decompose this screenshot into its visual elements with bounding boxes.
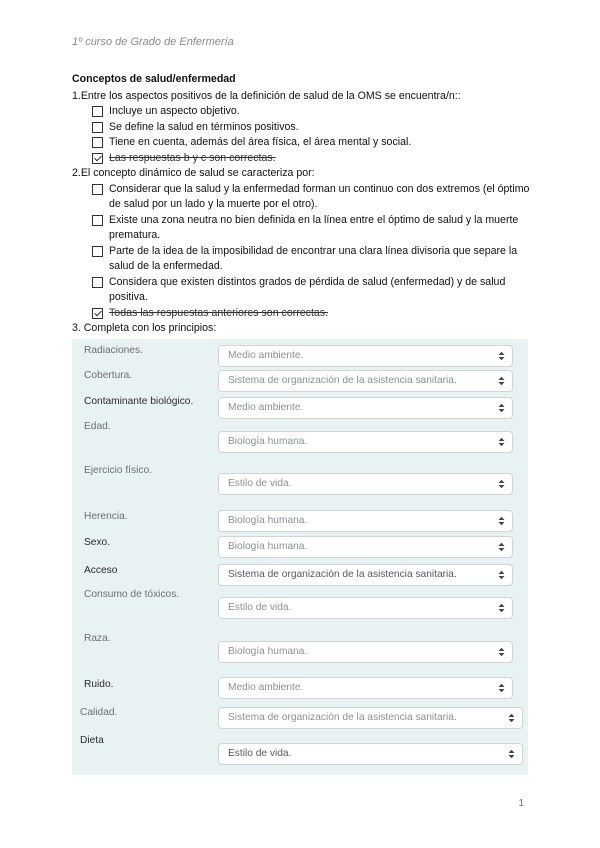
arrow-up-icon [499, 377, 505, 380]
question-2-options [92, 182, 532, 322]
page-number: 1 [518, 798, 524, 809]
checkbox[interactable] [92, 277, 103, 288]
arrow-down-icon [499, 548, 505, 551]
select-value: Biología humana. [228, 541, 308, 552]
checkbox-checked[interactable] [92, 308, 103, 319]
select-value: Biología humana. [228, 646, 308, 657]
arrow-down-icon [509, 719, 515, 722]
select-arrows-icon [498, 351, 505, 361]
select-value: Sistema de organización de la asistencia sanitaria. [228, 375, 457, 386]
arrow-down-icon [499, 522, 505, 525]
select-arrows-icon [498, 479, 505, 489]
match-label: Raza. [84, 633, 111, 644]
match-select[interactable] [218, 597, 513, 619]
option-label: Todas las respuestas anteriores son correctas. [109, 306, 329, 319]
select-arrows-icon [498, 403, 505, 413]
question-2-option-d[interactable] [92, 275, 532, 306]
match-select[interactable] [218, 641, 513, 663]
select-arrows-icon [498, 647, 505, 657]
match-select[interactable] [218, 743, 523, 765]
match-label: Edad. [84, 421, 111, 432]
select-arrows-icon [498, 516, 505, 526]
option-label: Existe una zona neutra no bien definida en la línea entre el óptimo de salud y la muerte prematura. [109, 213, 519, 241]
select-value: Estilo de vida. [228, 478, 292, 489]
select-value: Medio ambiente. [228, 402, 304, 413]
checkbox[interactable] [92, 122, 103, 133]
match-label: Cobertura. [84, 370, 133, 381]
question-1-option-c[interactable] [92, 135, 532, 151]
select-value: Medio ambiente. [228, 682, 304, 693]
option-label: Se define la salud en términos positivos. [109, 120, 299, 133]
arrow-down-icon [499, 689, 505, 692]
question-1-option-d[interactable] [92, 151, 532, 167]
arrow-down-icon [499, 382, 505, 385]
arrow-down-icon [499, 485, 505, 488]
arrow-down-icon [499, 609, 505, 612]
question-1-option-a[interactable] [92, 104, 532, 120]
select-arrows-icon [498, 683, 505, 693]
option-label: Considerar que la salud y la enfermedad forman un continuo con dos extremos (el óptimo de salud por un lado y la muerte por el otro). [109, 182, 530, 210]
arrow-down-icon [499, 357, 505, 360]
arrow-up-icon [499, 352, 505, 355]
select-value: Estilo de vida. [228, 748, 292, 759]
match-label: Ejercicio físico. [84, 465, 152, 476]
arrow-down-icon [499, 443, 505, 446]
match-select[interactable] [218, 431, 513, 453]
arrow-up-icon [499, 404, 505, 407]
checkbox[interactable] [92, 184, 103, 195]
arrow-up-icon [499, 684, 505, 687]
match-select[interactable] [218, 345, 513, 367]
question-1-option-b[interactable] [92, 120, 532, 136]
option-label: Parte de la idea de la imposibilidad de encontrar una clara línea divisoria que separe la salud de la enfermedad. [109, 244, 518, 272]
arrow-down-icon [499, 409, 505, 412]
question-2-option-e[interactable] [92, 306, 532, 322]
arrow-up-icon [499, 648, 505, 651]
select-value: Sistema de organización de la asistencia sanitaria. [228, 569, 457, 580]
select-value: Medio ambiente. [228, 350, 304, 361]
select-arrows-icon [498, 542, 505, 552]
select-arrows-icon [498, 603, 505, 613]
question-1-options [92, 104, 532, 166]
question-2-option-c[interactable] [92, 244, 532, 275]
select-arrows-icon [508, 749, 515, 759]
match-select[interactable] [218, 397, 513, 419]
checkbox-checked[interactable] [92, 153, 103, 164]
arrow-up-icon [509, 750, 515, 753]
checkbox[interactable] [92, 106, 103, 117]
document-body [72, 72, 532, 337]
section-title: Conceptos de salud/enfermedad [72, 73, 236, 85]
question-2-option-a[interactable] [92, 182, 532, 213]
arrow-up-icon [499, 543, 505, 546]
option-label: Las respuestas b y c son correctas. [109, 151, 276, 164]
matching-panel [72, 339, 528, 775]
match-select[interactable] [218, 677, 513, 699]
checkbox[interactable] [92, 137, 103, 148]
match-select[interactable] [218, 564, 513, 586]
match-select[interactable] [218, 510, 513, 532]
arrow-down-icon [499, 576, 505, 579]
select-arrows-icon [498, 570, 505, 580]
arrow-up-icon [499, 604, 505, 607]
option-label: Incluye un aspecto objetivo. [109, 105, 240, 117]
match-label: Consumo de tóxicos. [84, 589, 180, 600]
match-select[interactable] [218, 707, 523, 729]
option-label: Considera que existen distintos grados de pérdida de salud (enfermedad) y de salud positiva. [109, 275, 506, 303]
arrow-up-icon [499, 571, 505, 574]
arrow-down-icon [509, 755, 515, 758]
match-select[interactable] [218, 370, 513, 392]
arrow-down-icon [499, 653, 505, 656]
select-value: Biología humana. [228, 436, 308, 447]
question-1-text: 1.Entre los aspectos positivos de la definición de salud de la OMS se encuentra/n:: [72, 89, 461, 102]
match-label: Acceso [84, 565, 118, 576]
match-label: Sexo. [84, 537, 111, 548]
match-label: Herencia. [84, 511, 128, 522]
option-label: Tiene en cuenta, además del área física, el área mental y social. [109, 136, 412, 148]
question-2-text: 2.El concepto dinámico de salud se caracteriza por: [72, 167, 315, 179]
match-label: Ruido. [84, 679, 114, 690]
match-label: Calidad. [80, 707, 118, 718]
checkbox[interactable] [92, 246, 103, 257]
select-value: Sistema de organización de la asistencia sanitaria. [228, 712, 457, 723]
arrow-up-icon [499, 438, 505, 441]
match-label: Contaminante biológico. [84, 396, 194, 407]
select-value: Biología humana. [228, 515, 308, 526]
select-arrows-icon [498, 437, 505, 447]
question-3-text: 3. Completa con los principios: [72, 322, 217, 334]
match-select[interactable] [218, 473, 513, 495]
arrow-up-icon [509, 714, 515, 717]
arrow-up-icon [499, 517, 505, 520]
arrow-up-icon [499, 480, 505, 483]
select-arrows-icon [508, 713, 515, 723]
match-select[interactable] [218, 536, 513, 558]
match-label: Dieta [80, 735, 104, 746]
match-label: Radiaciones. [84, 345, 143, 356]
select-arrows-icon [498, 376, 505, 386]
checkbox[interactable] [92, 215, 103, 226]
page-header: 1º curso de Grado de Enfermería [72, 36, 234, 48]
select-value: Estilo de vida. [228, 602, 292, 613]
question-2-option-b[interactable] [92, 213, 532, 244]
